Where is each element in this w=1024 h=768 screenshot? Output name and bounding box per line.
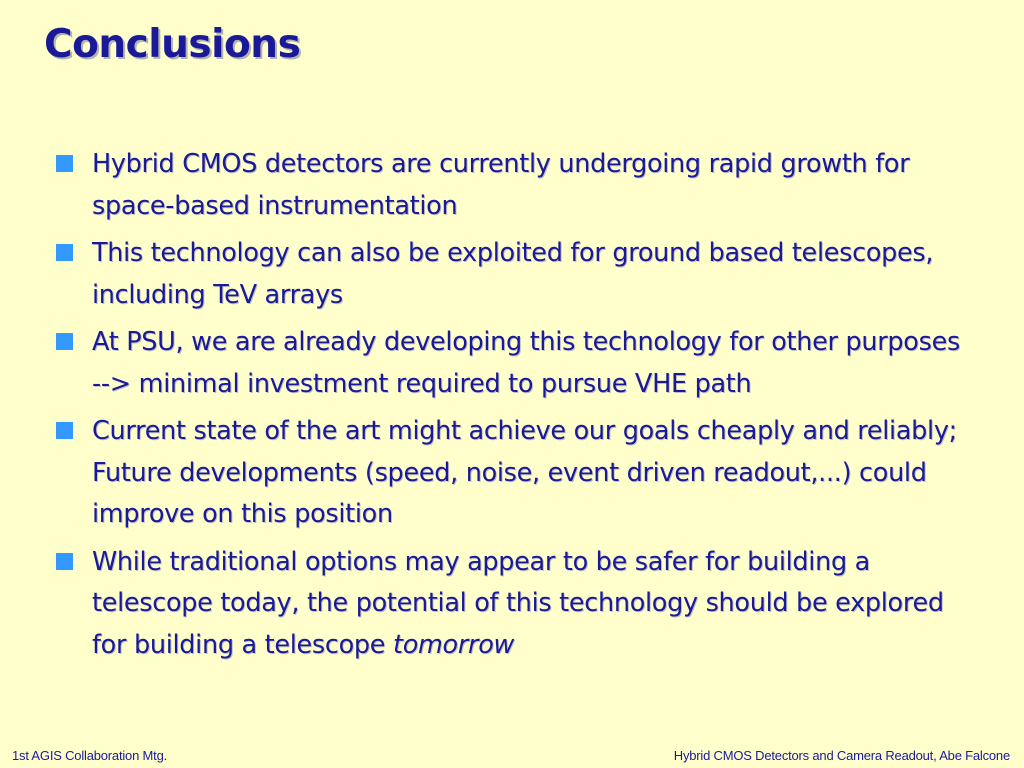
slide-title: Conclusions [44, 22, 301, 67]
bullet-text: While traditional options may appear to be safer for building a telescope today, the potential of this technology should be explored for building a telescope [92, 546, 944, 660]
bullet-item [56, 322, 966, 405]
bullet-square-icon [56, 155, 73, 172]
footer-meeting-name: 1st AGIS Collaboration Mtg. [12, 748, 168, 763]
bullet-square-icon [56, 333, 73, 350]
bullet-item [56, 411, 966, 536]
bullet-square-icon [56, 422, 73, 439]
bullet-square-icon [56, 244, 73, 261]
bullet-item [56, 233, 966, 316]
bullet-text: Hybrid CMOS detectors are currently undergoing rapid growth for space-based instrumentation [92, 149, 910, 221]
bullet-text: At PSU, we are already developing this technology for other purposes --> minimal investment required to pursue VHE path [92, 327, 960, 399]
bullet-text: This technology can also be exploited for ground based telescopes, including TeV arrays [92, 238, 934, 310]
bullet-text: Current state of the art might achieve our goals cheaply and reliably; Future developments (speed, noise, event driven readout,...) could improve on this position [92, 416, 957, 529]
footer-presentation-info: Hybrid CMOS Detectors and Camera Readout, Abe Falcone [673, 748, 1010, 763]
bullet-square-icon [56, 553, 73, 570]
bullet-item [56, 144, 966, 227]
bullet-emphasis: tomorrow [393, 629, 515, 660]
bullet-item [56, 542, 966, 667]
bullet-list [56, 144, 966, 672]
